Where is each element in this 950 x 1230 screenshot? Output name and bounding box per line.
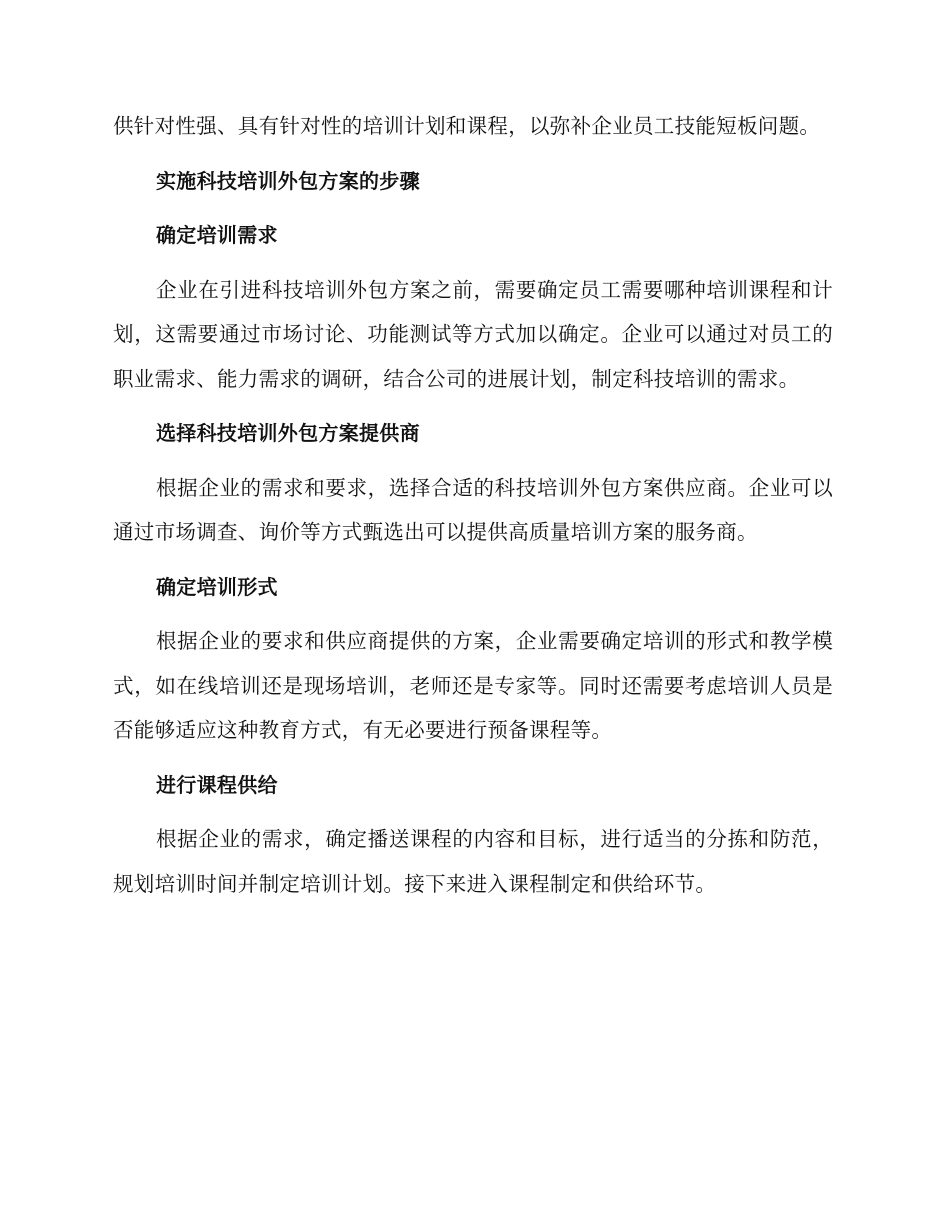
subheading-training-format: 确定培训形式 <box>156 574 278 599</box>
subheading-select-provider: 选择科技培训外包方案提供商 <box>156 421 420 445</box>
paragraph-training-format: 根据企业的要求和供应商提供的方案，企业需要确定培训的形式和教学模式，如在线培训还是现场培训，老师还是专家等。同时还需要考虑培训人员是否能够适应这种教育方式，有无必要进行预备课程等。 <box>113 629 833 742</box>
paragraph-determine-needs: 企业在引进科技培训外包方案之前，需要确定员工需要哪种培训课程和计划，这需要通过市场讨论、功能测试等方式加以确定。企业可以通过对员工的职业需求、能力需求的调研，结合公司的进展计划，制定科技培训的需求。 <box>113 277 833 391</box>
paragraph-course-supply: 根据企业的需求，确定播送课程的内容和目标，进行适当的分拣和防范，规划培训时间并制定培训计划。接下来进入课程制定和供给环节。 <box>113 827 833 896</box>
subheading-course-supply: 进行课程供给 <box>156 772 278 797</box>
paragraph-continued: 供针对性强、具有针对性的培训计划和课程，以弥补企业员工技能短板问题。 <box>113 114 821 138</box>
section-heading-steps: 实施科技培训外包方案的步骤 <box>156 168 420 193</box>
paragraph-select-provider: 根据企业的需求和要求，选择合适的科技培训外包方案供应商。企业可以通过市场调查、询价等方式甄选出可以提供高质量培训方案的服务商。 <box>113 475 833 544</box>
document-body <box>113 104 833 906</box>
subheading-determine-needs: 确定培训需求 <box>156 223 278 247</box>
